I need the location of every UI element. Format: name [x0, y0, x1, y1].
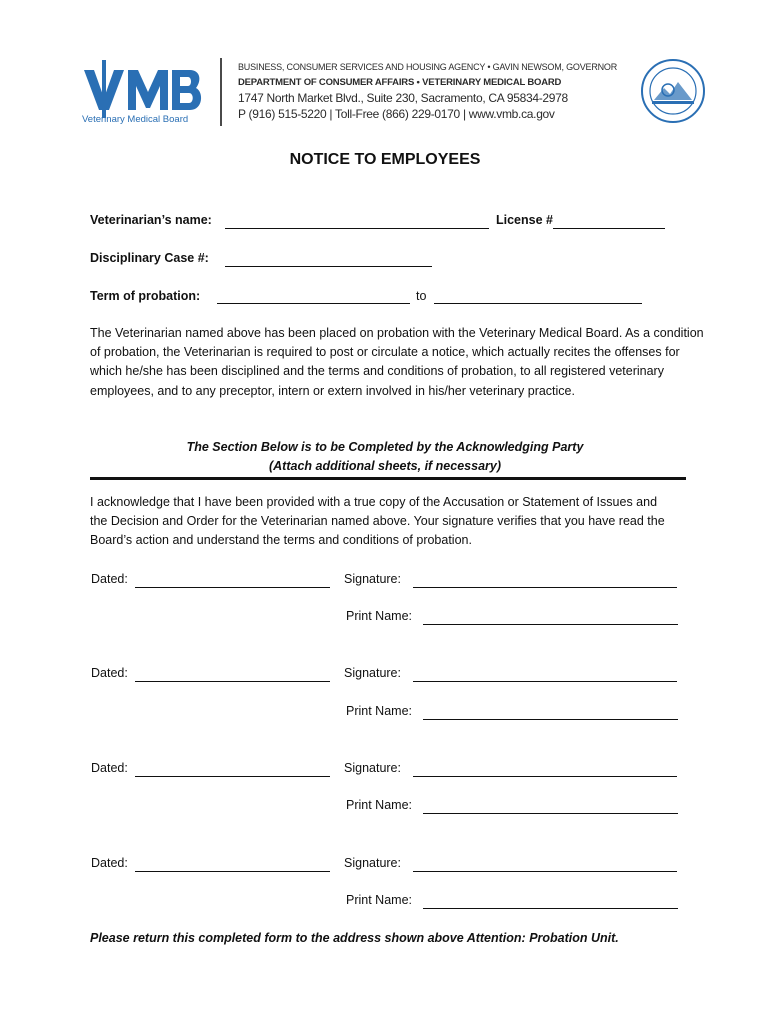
case-label: Disciplinary Case #:: [90, 251, 209, 265]
dated-label: Dated:: [91, 666, 128, 680]
contact-line: P (916) 515-5220 | Toll-Free (866) 229-0170 | www.vmb.ca.gov: [238, 107, 555, 121]
vet-name-label: Veterinarian’s name:: [90, 213, 212, 227]
signature-field[interactable]: [413, 776, 677, 777]
case-field[interactable]: [225, 266, 432, 267]
acknowledgment-paragraph: I acknowledge that I have been provided with a true copy of the Accusation or Statement of Issues and the Decision and Order for the Veterinarian named above. Your signature verifies that you have read the Board’s action and understand the terms and conditions of probation.: [90, 495, 665, 548]
signature-field[interactable]: [413, 587, 677, 588]
section-heading-line2: (Attach additional sheets, if necessary): [268, 459, 501, 473]
intro-paragraph: The Veterinarian named above has been placed on probation with the Veterinary Medical Board. As a condition of probation, the Veterinarian is required to post or circulate a notice, which actually recites the offenses for which he/she has been disciplined and the terms and conditions of probation, to all registered veterinary employees, and to any preceptor, intern or extern involved in his/her veterinary practice.: [90, 326, 704, 398]
print-name-field[interactable]: [423, 719, 678, 720]
signature-label: Signature:: [344, 761, 401, 775]
state-seal-icon: [640, 58, 706, 124]
term-label: Term of probation:: [90, 289, 201, 303]
dated-field[interactable]: [135, 776, 330, 777]
logo-caption: Veterinary Medical Board: [82, 114, 189, 125]
print-name-label: Print Name:: [346, 609, 412, 623]
term-start-field[interactable]: [217, 303, 410, 304]
print-name-label: Print Name:: [346, 798, 412, 812]
print-name-field[interactable]: [423, 908, 678, 909]
department-line: DEPARTMENT OF CONSUMER AFFAIRS • VETERINARY MEDICAL BOARD: [238, 77, 562, 88]
signature-label: Signature:: [344, 856, 401, 870]
dated-label: Dated:: [91, 856, 128, 870]
term-end-field[interactable]: [434, 303, 642, 304]
print-name-label: Print Name:: [346, 893, 412, 907]
header-divider: [220, 58, 222, 126]
agency-line: BUSINESS, CONSUMER SERVICES AND HOUSING AGENCY • GAVIN NEWSOM, GOVERNOR: [238, 62, 618, 72]
signature-field[interactable]: [413, 681, 677, 682]
dated-label: Dated:: [91, 761, 128, 775]
dated-label: Dated:: [91, 572, 128, 586]
signature-label: Signature:: [344, 572, 401, 586]
section-heading-line1: The Section Below is to be Completed by the Acknowledging Party: [186, 440, 584, 454]
dated-field[interactable]: [135, 587, 330, 588]
section-rule: [90, 477, 686, 480]
print-name-field[interactable]: [423, 624, 678, 625]
return-instructions: Please return this completed form to the address shown above Attention: Probation Unit.: [90, 931, 619, 945]
dated-field[interactable]: [135, 871, 330, 872]
signature-label: Signature:: [344, 666, 401, 680]
address-line: 1747 North Market Blvd., Suite 230, Sacramento, CA 95834-2978: [238, 91, 568, 105]
page-title: NOTICE TO EMPLOYEES: [289, 151, 481, 168]
print-name-label: Print Name:: [346, 704, 412, 718]
license-label: License #: [496, 213, 553, 227]
dated-field[interactable]: [135, 681, 330, 682]
term-to-label: to: [416, 289, 427, 303]
section-heading: [0, 438, 770, 476]
print-name-field[interactable]: [423, 813, 678, 814]
vet-name-field[interactable]: [225, 228, 489, 229]
signature-field[interactable]: [413, 871, 677, 872]
license-field[interactable]: [553, 228, 665, 229]
